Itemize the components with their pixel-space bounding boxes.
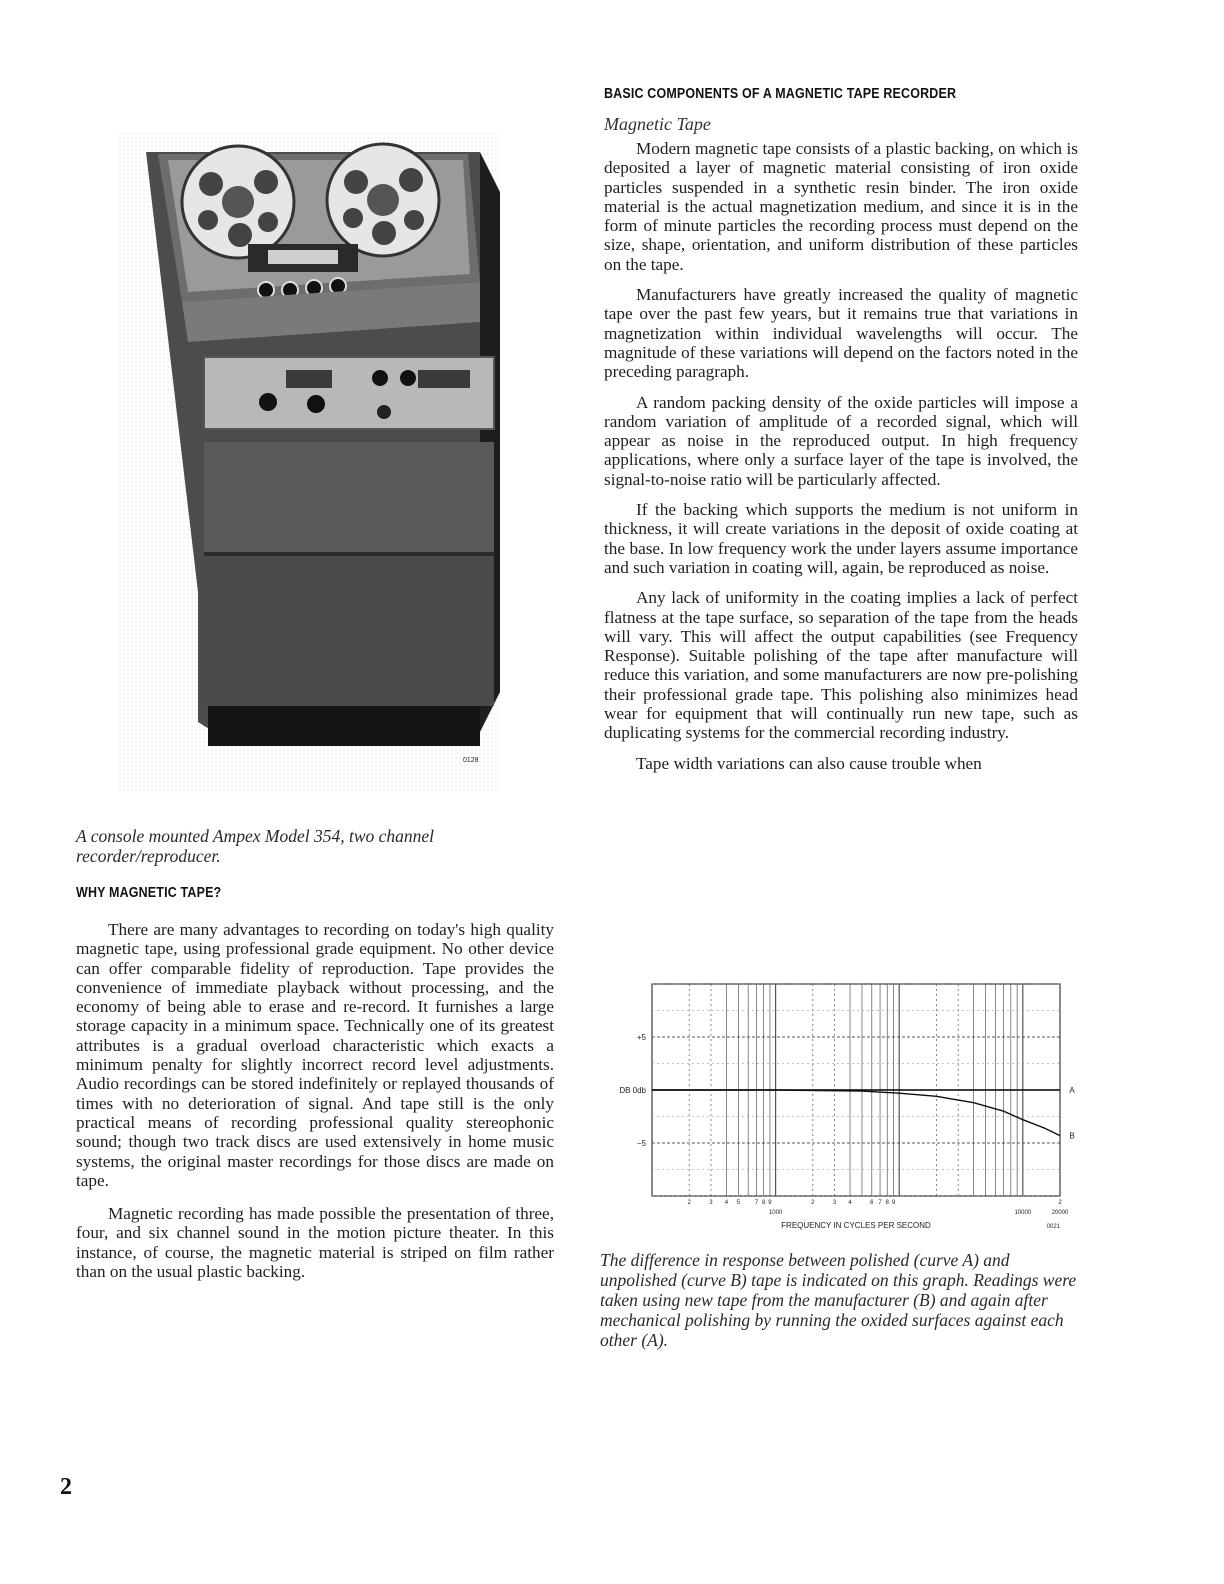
page-number: 2 (60, 1474, 72, 1500)
photo-caption: A console mounted Ampex Model 354, two channel recorder/reproducer. (76, 826, 435, 866)
photo-label: 0128 (463, 757, 479, 764)
x-tick-label: 4 (848, 1200, 852, 1206)
why-magnetic-tape-heading: WHY MAGNETIC TAPE? (76, 885, 222, 901)
x-tick-label: 3 (709, 1200, 713, 1206)
x-axis-label: FREQUENCY IN CYCLES PER SECOND (781, 1221, 931, 1230)
right-paragraph: If the backing which supports the medium is not uniform in thickness, it will create variations in the deposit of oxide coating at the base. In low frequency work the under layers assume importance and such variation in coating will, again, be reproduced as noise. (604, 500, 1078, 577)
x-tick-label: 3 (832, 1200, 837, 1206)
frequency-response-chart (596, 982, 1086, 1232)
x-tick-label: 9 (891, 1200, 896, 1206)
left-paragraph: Magnetic recording has made possible the presentation of three, four, and six channel sound in the motion picture theater. In this instance, of course, the magnetic material is striped on film rather than on the usual plastic backing. (76, 1204, 554, 1282)
x-tick-label: 7 (754, 1200, 759, 1206)
right-reel (327, 144, 439, 256)
right-paragraph: Manufacturers have greatly increased the quality of magnetic tape over the past few years, but it remains true that variations in magnetization within individual wavelengths will occur. The magnitude of these variations will depend on the factors noted in the preceding paragraph. (604, 285, 1078, 382)
right-paragraph: Any lack of uniformity in the coating implies a lack of perfect flatness at the tape surface, so separation of the tape from the heads will vary. This will affect the output capabilities (see Frequency Response). Suitable polishing of the tape after manufacture will reduce this variation, and some manufacturers are now pre-polishing their professional grade tape. This polishing also minimizes head wear for equipment that will continually run new tape, such as duplicating systems for the commercial recording industry. (604, 588, 1078, 743)
x-tick-label: 5 (736, 1200, 741, 1206)
x-decade-label: 1000 (768, 1210, 783, 1216)
x-tick-label: 7 (878, 1200, 882, 1206)
x-tick-label: 2 (811, 1200, 815, 1206)
left-paragraph: There are many advantages to recording on today's high quality magnetic tape, using professional grade equipment. No other device can offer comparable fidelity of reproduction. Tape provides the convenience of immediate playback without processing, and the economy of being able to erase and re-record. It furnishes a large storage capacity in a minimum space. Technically one of its greatest attributes is a gradual overload characteristic which exacts a minimum penalty for slightly incorrect record level adjustments. Audio recordings can be stored indefinitely or replayed thousands of times with no deterioration of signal. And tape still is the only practical means of recording professional quality stereophonic sound; though two track discs are used extensively in home music systems, the original master recordings for those discs are made on tape. (76, 920, 554, 1190)
x-tick-label: 4 (724, 1200, 729, 1206)
basic-components-heading: BASIC COMPONENTS OF A MAGNETIC TAPE RECORDER (604, 86, 957, 102)
x-tick-label: 2 (687, 1200, 691, 1206)
x-tick-label: 9 (768, 1200, 772, 1206)
series-label-A: A (1069, 1086, 1075, 1095)
recorder-photo (118, 132, 500, 792)
x-tick-label: 8 (761, 1200, 766, 1206)
series-label-B: B (1069, 1131, 1075, 1141)
x-tick-label: 6 (870, 1200, 874, 1206)
x-tick-label: 8 (885, 1200, 889, 1206)
right-paragraph: A random packing density of the oxide particles will impose a random variation of amplitude of a recorded signal, which will appear as noise in the reproduced output. In high frequency applications, where only a surface layer of the tape is involved, the signal-to-noise ratio will be particularly affected. (604, 392, 1078, 489)
graph-caption: The difference in response between polished (curve A) and unpolished (curve B) tape is indicated on this graph. Readings were taken using new tape from the manufacturer (B) and again after mechanical polishing by running the oxided surfaces against each other (A). (600, 1250, 1077, 1350)
figure-number: 0021 (1046, 1224, 1060, 1230)
y-tick-label: −5 (636, 1139, 646, 1148)
right-paragraph: Modern magnetic tape consists of a plastic backing, on which is deposited a layer of magnetic material consisting of iron oxide particles suspended in a synthetic resin binder. The iron oxide material is the actual magnetization medium, and since it is in the form of minute particles the recording process must depend on the size, shape, orientation, and uniform distribution of these particles on the tape. (604, 139, 1078, 274)
x-tick-label: 2 (1058, 1200, 1062, 1206)
left-reel (182, 146, 294, 258)
x-decade-label: 10000 (1014, 1210, 1032, 1216)
y-tick-label: DB 0db (619, 1086, 646, 1095)
x-decade-label: 20000 (1051, 1210, 1069, 1216)
series-line-B (652, 1090, 1060, 1136)
right-paragraph: Tape width variations can also cause trouble when (636, 753, 982, 773)
y-tick-label: +5 (636, 1033, 646, 1042)
magnetic-tape-subheading: Magnetic Tape (604, 114, 711, 134)
